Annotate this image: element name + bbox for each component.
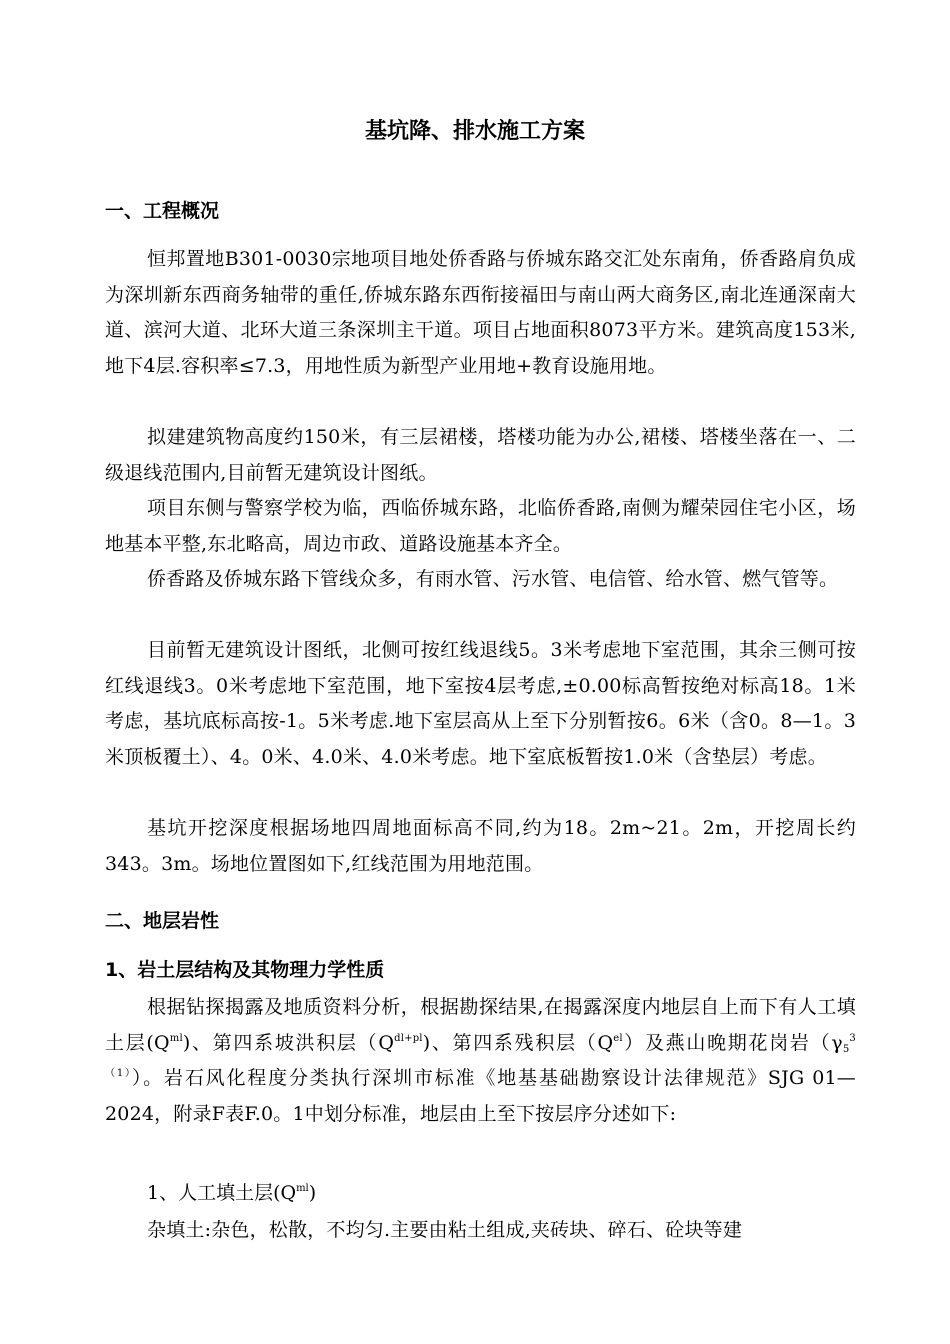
- paragraph-project-location: 恒邦置地B301-0030宗地项目地处侨香路与侨城东路交汇处东南角，侨香路肩负成为深圳新东西商务轴带的重任,侨城东路东西衔接福田与南山两大商务区,南北连通深南大道、滨河大道、北环大道三条深圳主干道。项目占地面积8073平方米。建筑高度153米,地下4层.容积率≤7.3，用地性质为新型产业用地+教育设施用地。: [105, 248, 856, 377]
- subsection-heading-soil-structure: 1、岩土层结构及其物理力学性质: [105, 959, 385, 981]
- strata-sup-2: dl+pl: [394, 1032, 423, 1044]
- strata-text-5: ）。岩石风化程度分类执行深圳市标准《地基基础勘察设计法律规范》SJG 01—2024，附录F表F.0。1中划分标准，地层由上至下按层序分述如下:: [105, 1067, 856, 1125]
- strata-sub-4: 5: [842, 1043, 850, 1055]
- strata-text-2: )、第四系坡洪积层（Q: [182, 1031, 395, 1054]
- strata-sup-4: 3（1）: [105, 1032, 856, 1079]
- item-fill-sup: ml: [296, 1183, 309, 1194]
- document-title: 基坑降、排水施工方案: [364, 119, 585, 144]
- paragraph-pipelines: 侨香路及侨城东路下管线众多，有雨水管、污水管、电信管、给水管、燃气管等。: [147, 568, 839, 590]
- section-heading-strata: 二、地层岩性: [105, 910, 220, 932]
- item-fill-text: 1、人工填土层(Q: [147, 1182, 297, 1204]
- item-artificial-fill: [147, 1178, 316, 1208]
- strata-text-1: 根据钻探揭露及地质资料分析，根据勘探结果,在揭露深度内地层自上而下有人工填土层(Q: [105, 996, 856, 1054]
- item-fill-close: ): [308, 1182, 317, 1204]
- paragraph-surroundings: 项目东侧与警察学校为临，西临侨城东路，北临侨香路,南侧为耀荣园住宅小区，场地基本平整,东北略高，周边市政、道路设施基本齐全。: [105, 497, 856, 555]
- strata-sup-1: ml: [169, 1032, 183, 1044]
- section-heading-overview: 一、工程概况: [105, 200, 220, 222]
- strata-text-3: )、第四系残积层（Q: [422, 1031, 614, 1054]
- strata-text-4: ）及燕山晚期花岗岩（γ: [622, 1031, 843, 1054]
- paragraph-strata-description: [105, 990, 856, 1132]
- strata-sup-3: el: [613, 1032, 623, 1044]
- paragraph-building-height: 拟建建筑物高度约150米，有三层裙楼，塔楼功能为办公,裙楼、塔楼坐落在一、二级退线范围内,目前暂无建筑设计图纸。: [105, 426, 856, 484]
- paragraph-excavation-depth: 基坑开挖深度根据场地四周地面标高不同,约为18。2m~21。2m，开挖周长约343。3m。场地位置图如下,红线范围为用地范围。: [105, 817, 856, 875]
- paragraph-basement-range: 目前暂无建筑设计图纸，北侧可按红线退线5。3米考虑地下室范围，其余三侧可按红线退线3。0米考虑地下室范围，地下室按4层考虑,±0.00标高暂按绝对标高18。1米考虑，基坑底标高按-1。5米考虑.地下室层高从上至下分别暂按6。6米（含0。8—1。3米顶板覆土）、4。0米、4.0米、4.0米考虑。地下室底板暂按1.0米（含垫层）考虑。: [105, 639, 856, 768]
- paragraph-fill-description: 杂填土:杂色，松散，不均匀.主要由粘土组成,夹砖块、碎石、砼块等建: [147, 1219, 743, 1241]
